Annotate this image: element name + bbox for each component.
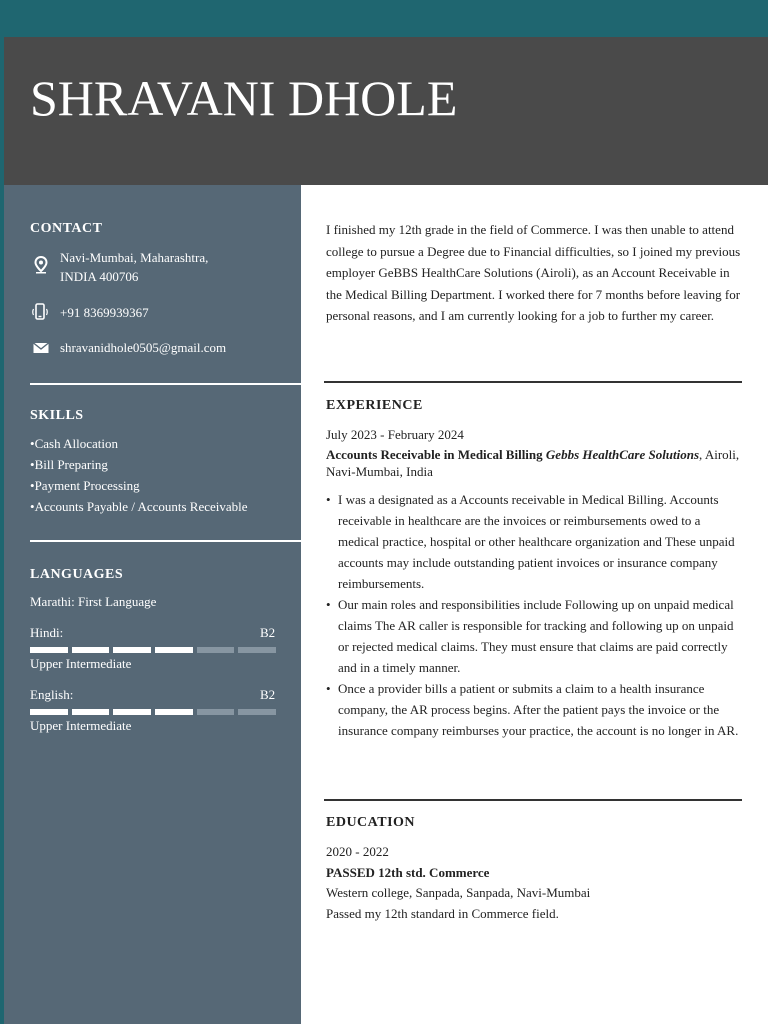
sidebar [4, 185, 301, 1024]
language-level-segment [113, 647, 151, 653]
contact-email: shravanidhole0505@gmail.com [60, 340, 227, 355]
skills-list [30, 433, 248, 517]
education-note: Passed my 12th standard in Commerce field. [326, 906, 559, 921]
language-level-segment [30, 709, 68, 715]
language-level-code: B2 [260, 687, 276, 702]
experience-bullet: • Our main roles and responsibilities include Following up on unpaid medical claims The AR caller is responsible for tracking and following up on unpaid or rejected medical claims. They must ensure that claims are paid correctly and in a timely manner. [326, 594, 744, 678]
experience-role: Accounts Receivable in Medical Billing [326, 447, 543, 462]
language-level-segment [197, 709, 235, 715]
contact-address-line2: INDIA 400706 [60, 269, 139, 284]
phone-icon [31, 303, 49, 321]
skill-item: • Cash Allocation [30, 433, 248, 454]
skill-item: • Bill Preparing [30, 454, 248, 475]
education-degree: PASSED 12th std. Commerce [326, 865, 490, 880]
contact-title: CONTACT [30, 221, 103, 236]
experience-dates: July 2023 - February 2024 [326, 427, 464, 442]
skill-item: • Payment Processing [30, 475, 248, 496]
language-name: English: [30, 687, 74, 702]
languages-title: LANGUAGES [30, 567, 124, 582]
experience-role-line [326, 446, 744, 480]
experience-bullets [326, 489, 744, 741]
skill-item: • Accounts Payable / Accounts Receivable [30, 496, 248, 517]
language-level-segment [155, 709, 193, 715]
experience-bullet: • I was a designated as a Accounts receivable in Medical Billing. Accounts receivable in healthcare are the invoices or reimbursements owed to a medical practice, hospital or other healthcare organization and These unpaid accounts may include outstanding patient invoices or insurance company reimbursements. [326, 489, 744, 594]
language-level-code: B2 [260, 625, 276, 640]
resume-header [4, 37, 768, 185]
sidebar-divider [30, 383, 302, 385]
experience-company: Gebbs HealthCare Solutions [545, 447, 700, 462]
contact-address-line1: Navi-Mumbai, Maharashtra, [60, 250, 209, 265]
experience-title: EXPERIENCE [326, 398, 423, 413]
profile-summary: I finished my 12th grade in the field of Commerce. I was then unable to attend college to pursue a Degree due to Financial difficulties, so I joined my previous employer GeBBS HealthCare Solutions (Airoli), as an Account Receivable in the Medical Billing Department. I worked there for 7 months before leaving for personal reasons, and I am currently looking for a job to further my career. [326, 222, 741, 323]
language-name: Hindi: [30, 625, 64, 640]
experience-location: , Airoli, Navi-Mumbai, India [326, 447, 740, 479]
language-level-text: Upper Intermediate [30, 656, 132, 671]
education-title: EDUCATION [326, 815, 416, 830]
language-level-segment [238, 647, 276, 653]
language-level-bar [30, 647, 276, 653]
language-level-segment [238, 709, 276, 715]
language-level-segment [72, 647, 110, 653]
experience-bullet: • Once a provider bills a patient or submits a claim to a health insurance company, the AR process begins. After the patient pays the invoice or the insurance company reimburses your practice, the account is no longer in AR. [326, 678, 744, 741]
education-school: Western college, Sanpada, Sanpada, Navi-Mumbai [326, 885, 591, 900]
language-level-bar [30, 709, 276, 715]
language-level-segment [155, 647, 193, 653]
location-pin-icon [32, 256, 50, 274]
language-native: Marathi: First Language [30, 594, 157, 609]
skills-title: SKILLS [30, 408, 84, 423]
sidebar-divider [30, 540, 302, 542]
language-level-segment [197, 647, 235, 653]
section-divider [324, 799, 742, 801]
section-divider [324, 381, 742, 383]
resume-page [4, 37, 768, 1024]
language-level-segment [113, 709, 151, 715]
language-level-segment [72, 709, 110, 715]
language-level-segment [30, 647, 68, 653]
mail-icon [32, 339, 50, 357]
contact-phone: +91 8369939367 [60, 305, 149, 320]
language-level-text: Upper Intermediate [30, 718, 132, 733]
education-dates: 2020 - 2022 [326, 844, 389, 859]
candidate-name: SHRAVANI DHOLE [30, 70, 458, 126]
